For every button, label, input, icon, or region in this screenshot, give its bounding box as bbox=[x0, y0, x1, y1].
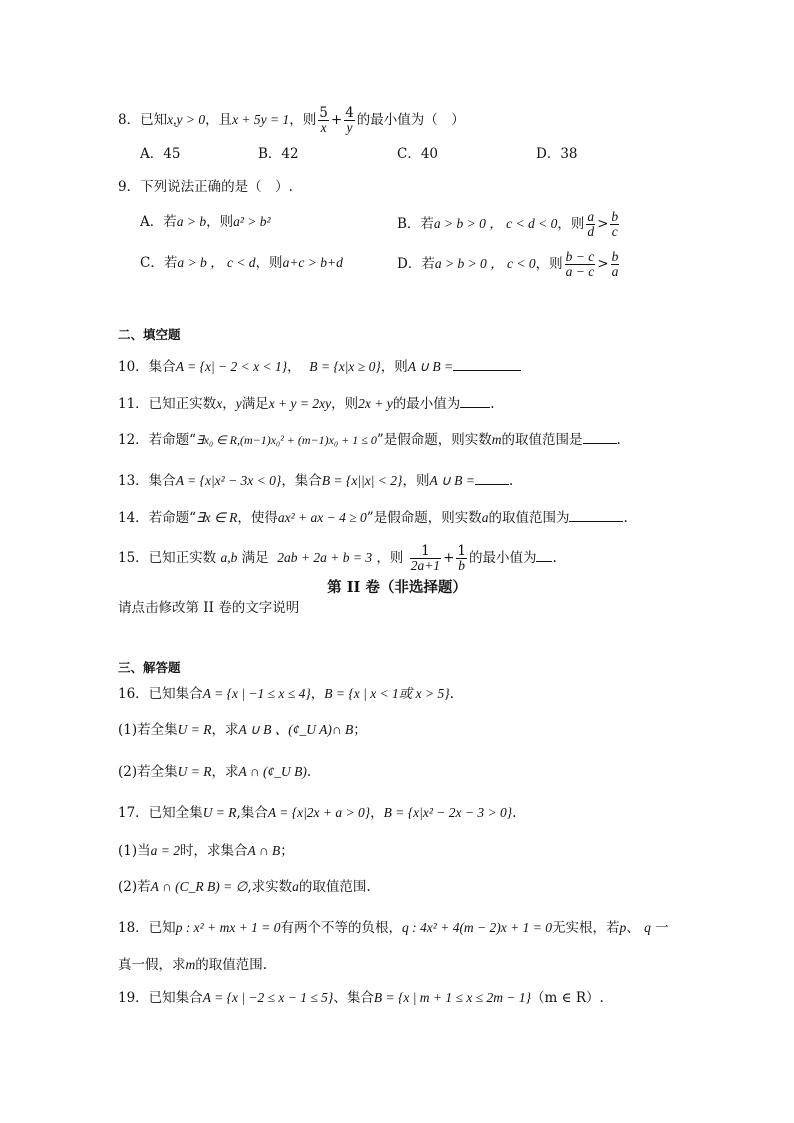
set-b: B = {x|x ≥ 0} bbox=[309, 359, 381, 374]
option-label: B．若 bbox=[397, 216, 434, 232]
section-heading-fill-in: 二、填空题 bbox=[118, 327, 181, 342]
part-label: (1)若全集 bbox=[118, 722, 178, 738]
punctuation: ； bbox=[353, 722, 367, 738]
period: . bbox=[449, 686, 454, 702]
set-b: B = {x | x < 1或 x > 5} bbox=[324, 686, 450, 701]
question-text: ,集合 bbox=[236, 805, 268, 821]
question-lead: 18．已知 bbox=[118, 920, 176, 936]
q9-option-b bbox=[397, 210, 621, 239]
variable: p bbox=[619, 920, 627, 935]
question-17-part-2 bbox=[118, 877, 371, 897]
fraction-numerator: b − c bbox=[565, 249, 595, 264]
question-lead: 11．已知正实数 bbox=[118, 396, 217, 412]
option-text: ，则 bbox=[535, 256, 563, 272]
answer-blank[interactable] bbox=[475, 471, 509, 485]
option-condition: a > b ， c < d bbox=[177, 255, 256, 270]
question-text: ，则 bbox=[402, 473, 430, 489]
question-14 bbox=[118, 508, 628, 528]
question-16-part-2 bbox=[118, 762, 311, 782]
set-b: B = {x | m + 1 ≤ x ≤ 2m − 1} bbox=[373, 990, 531, 1005]
parameter-domain: （m ∈ R） bbox=[530, 990, 600, 1006]
option-condition: a > b > 0 ， c < d < 0 bbox=[433, 216, 558, 231]
q8-option-c: C．40 bbox=[397, 146, 439, 162]
q8-option-d: D．38 bbox=[536, 146, 578, 162]
question-lead: 17．已知全集 bbox=[118, 805, 203, 821]
q8-option-a: A．45 bbox=[140, 146, 181, 162]
question-text: ，则 bbox=[380, 359, 408, 375]
expression: A ∪ B 、(ȼ_U A)∩ B bbox=[238, 722, 354, 737]
question-16 bbox=[118, 684, 454, 704]
separator: ， bbox=[222, 396, 236, 412]
question-text: ，则 bbox=[331, 396, 359, 412]
variable: y bbox=[235, 396, 242, 411]
q8-fraction bbox=[318, 106, 329, 135]
answer-blank[interactable] bbox=[536, 548, 552, 562]
condition: 2ab + 2a + b = 3 bbox=[277, 550, 373, 565]
question-text: 有两个不等的负根， bbox=[280, 920, 403, 936]
question-lead: 14．若命题“ bbox=[118, 510, 197, 526]
question-text: 真一假，求 bbox=[118, 957, 186, 973]
expression: A ∪ B = bbox=[407, 359, 454, 374]
question-text: ，则 bbox=[376, 550, 404, 566]
fraction-denominator: d bbox=[587, 224, 595, 239]
universal-set: U = R bbox=[177, 764, 212, 779]
q8-lead: 8．已知 bbox=[118, 112, 168, 128]
period: . bbox=[512, 805, 517, 821]
part-2-note[interactable]: 请点击修改第 II 卷的文字说明 bbox=[118, 600, 300, 616]
question-11 bbox=[118, 394, 495, 414]
option-condition: a > b > 0 ， c < 0 bbox=[434, 256, 536, 271]
fraction-numerator: b bbox=[611, 209, 619, 224]
part-label: (2)若全集 bbox=[118, 764, 178, 780]
question-text: 时，求集合 bbox=[180, 843, 248, 859]
greater-sign: > bbox=[597, 216, 609, 232]
question-text: ,求实数 bbox=[247, 879, 293, 895]
set-b: B = {x|x² − 2x − 3 > 0} bbox=[383, 805, 513, 820]
plus-sign: + bbox=[443, 550, 455, 566]
punctuation: ； bbox=[280, 843, 294, 859]
q8-condition: x,y > 0 bbox=[167, 112, 206, 127]
separator: ， bbox=[287, 359, 301, 375]
question-lead: 13．集合 bbox=[118, 473, 176, 489]
option-result: a² > b² bbox=[233, 214, 271, 229]
inequality: ax² + ax − 4 ≥ 0 bbox=[277, 510, 367, 525]
q8-tail: 的最小值为（ ） bbox=[356, 112, 465, 128]
question-13 bbox=[118, 471, 513, 491]
option-label: A．若 bbox=[140, 214, 177, 230]
question-text: 一 bbox=[655, 920, 669, 936]
option-fraction bbox=[611, 250, 620, 279]
part-2-title: 第 II 卷（非选择题） bbox=[327, 579, 467, 596]
option-fraction bbox=[565, 250, 596, 279]
proposition-p: p : x² + mx + 1 = 0 bbox=[175, 920, 281, 935]
question-lead: 12．若命题“ bbox=[118, 432, 197, 448]
expression: A ∩ B bbox=[247, 843, 281, 858]
fraction-numerator: 1 bbox=[457, 543, 466, 559]
fraction-denominator: x bbox=[320, 120, 327, 135]
variable: x bbox=[216, 396, 223, 411]
set-a: A = {x|2x + a > 0} bbox=[267, 805, 371, 820]
option-result: a+c > b+d bbox=[282, 255, 343, 270]
fraction-numerator: 5 bbox=[319, 105, 328, 121]
period: . bbox=[508, 473, 514, 489]
question-lead: 15．已知正实数 bbox=[118, 550, 217, 566]
q15-fraction bbox=[410, 544, 441, 573]
option-fraction bbox=[586, 210, 595, 239]
expression: A ∩ (ȼ_U B) bbox=[238, 764, 307, 779]
universal-set: U = R bbox=[202, 805, 237, 820]
set-b: B = {x||x| < 2} bbox=[321, 473, 403, 488]
question-tail: 的最小值为 bbox=[392, 396, 461, 412]
option-label: C．若 bbox=[140, 255, 178, 271]
q9-option-d bbox=[397, 250, 621, 279]
question-text: ，集合 bbox=[281, 473, 322, 489]
condition: x + y = 2xy bbox=[268, 396, 332, 411]
q8-option-b: B．42 bbox=[258, 146, 299, 162]
q8-fraction bbox=[344, 106, 355, 135]
period: . bbox=[623, 510, 628, 526]
question-text: 满足 bbox=[241, 396, 269, 412]
question-17 bbox=[118, 803, 516, 823]
fraction-numerator: b bbox=[611, 249, 619, 264]
variable: q bbox=[644, 920, 651, 935]
set-a: A = {x | −1 ≤ x ≤ 4} bbox=[202, 686, 311, 701]
question-text: ”是假命题，则实数 bbox=[366, 510, 482, 526]
answer-blank[interactable] bbox=[453, 357, 521, 371]
period: . bbox=[599, 990, 604, 1006]
option-text: ，则 bbox=[206, 214, 234, 230]
question-text: 、集合 bbox=[333, 990, 374, 1006]
fraction-numerator: 1 bbox=[410, 544, 441, 559]
quantifier: ∃x ∈ R bbox=[196, 510, 238, 525]
question-tail: 的取值范围. bbox=[195, 957, 268, 973]
q8-text: ，且 bbox=[205, 112, 233, 128]
question-text: ，求 bbox=[211, 764, 239, 780]
q8-equation: x + 5y = 1 bbox=[232, 112, 290, 127]
set-a: A = {x| − 2 < x < 1} bbox=[175, 359, 288, 374]
fraction-denominator: c bbox=[611, 224, 618, 239]
expression: 2x + y bbox=[358, 396, 393, 411]
fraction-denominator: a bbox=[611, 264, 619, 279]
variable: a bbox=[481, 510, 489, 525]
expression: A ∪ B = bbox=[429, 473, 475, 488]
greater-sign: > bbox=[597, 256, 609, 272]
question-lead: 19．已知集合 bbox=[118, 990, 203, 1006]
question-19 bbox=[118, 988, 604, 1008]
separator: ， bbox=[370, 805, 384, 821]
proposition: ∃x₀ ∈ R,(m−1)x₀² + (m−1)x₀ + 1 ≤ 0 bbox=[196, 433, 377, 447]
question-10 bbox=[118, 357, 521, 377]
fraction-numerator: a bbox=[587, 209, 595, 224]
period: . bbox=[616, 432, 621, 448]
separator: 、 bbox=[626, 920, 640, 936]
condition: a = 2 bbox=[150, 843, 180, 858]
punctuation: . bbox=[306, 764, 312, 780]
question-12 bbox=[118, 430, 621, 450]
q8-text: ，则 bbox=[289, 112, 317, 128]
fraction-denominator: y bbox=[346, 120, 353, 135]
fraction-denominator: b bbox=[458, 558, 466, 573]
question-text: 满足 bbox=[241, 550, 269, 566]
answer-blank[interactable] bbox=[460, 394, 490, 408]
option-text: ，则 bbox=[255, 255, 283, 271]
question-18 bbox=[118, 918, 669, 938]
proposition-q: q : 4x² + 4(m − 2)x + 1 = 0 bbox=[402, 920, 553, 935]
question-lead: 16．已知集合 bbox=[118, 686, 203, 702]
q15-fraction bbox=[456, 544, 467, 573]
part-label: (1)当 bbox=[118, 843, 151, 859]
question-text: ”是假命题，则实数 bbox=[376, 432, 492, 448]
question-text: ，求 bbox=[211, 722, 239, 738]
question-text: 无实根，若 bbox=[552, 920, 620, 936]
question-16-part-1 bbox=[118, 720, 367, 740]
question-lead: 10．集合 bbox=[118, 359, 176, 375]
plus-sign: + bbox=[330, 112, 343, 128]
option-condition: a > b bbox=[176, 214, 207, 229]
fraction-denominator: 2a+1 bbox=[410, 558, 441, 573]
question-tail: 的取值范围是 bbox=[501, 432, 583, 448]
fraction-denominator: a − c bbox=[565, 264, 595, 279]
period: . bbox=[552, 550, 557, 566]
question-tail: 的取值范围. bbox=[298, 879, 371, 895]
q9-option-c bbox=[140, 253, 343, 273]
universal-set: U = R bbox=[177, 722, 212, 737]
set-a: A = {x|x² − 3x < 0} bbox=[175, 473, 282, 488]
option-label: D．若 bbox=[397, 256, 435, 272]
part-label: (2)若 bbox=[118, 879, 151, 895]
variable: a bbox=[292, 879, 299, 894]
separator: ， bbox=[310, 686, 325, 702]
section-heading-solutions: 三、解答题 bbox=[118, 660, 181, 675]
fraction-numerator: 4 bbox=[345, 105, 354, 121]
option-text: ，则 bbox=[557, 216, 585, 232]
variable: m bbox=[185, 957, 196, 972]
answer-blank[interactable] bbox=[583, 430, 617, 444]
question-tail: 的取值范围为 bbox=[488, 510, 570, 526]
question-tail: 的最小值为 bbox=[468, 550, 537, 566]
question-15 bbox=[118, 544, 557, 573]
variable: m bbox=[491, 432, 502, 447]
question-8 bbox=[118, 106, 465, 135]
period: . bbox=[490, 396, 495, 412]
option-fraction bbox=[610, 210, 619, 239]
answer-blank[interactable] bbox=[569, 508, 623, 522]
condition: A ∩ (C_R B) = ∅ bbox=[150, 879, 248, 894]
set-a: A = {x | −2 ≤ x − 1 ≤ 5} bbox=[202, 990, 334, 1005]
variables: a,b bbox=[220, 550, 238, 565]
question-text: ，使得 bbox=[237, 510, 278, 526]
question-18-line-2 bbox=[118, 955, 267, 975]
q9-option-a bbox=[140, 212, 271, 232]
question-17-part-1 bbox=[118, 841, 294, 861]
question-9: 9．下列说法正确的是（ ）. bbox=[118, 179, 293, 195]
